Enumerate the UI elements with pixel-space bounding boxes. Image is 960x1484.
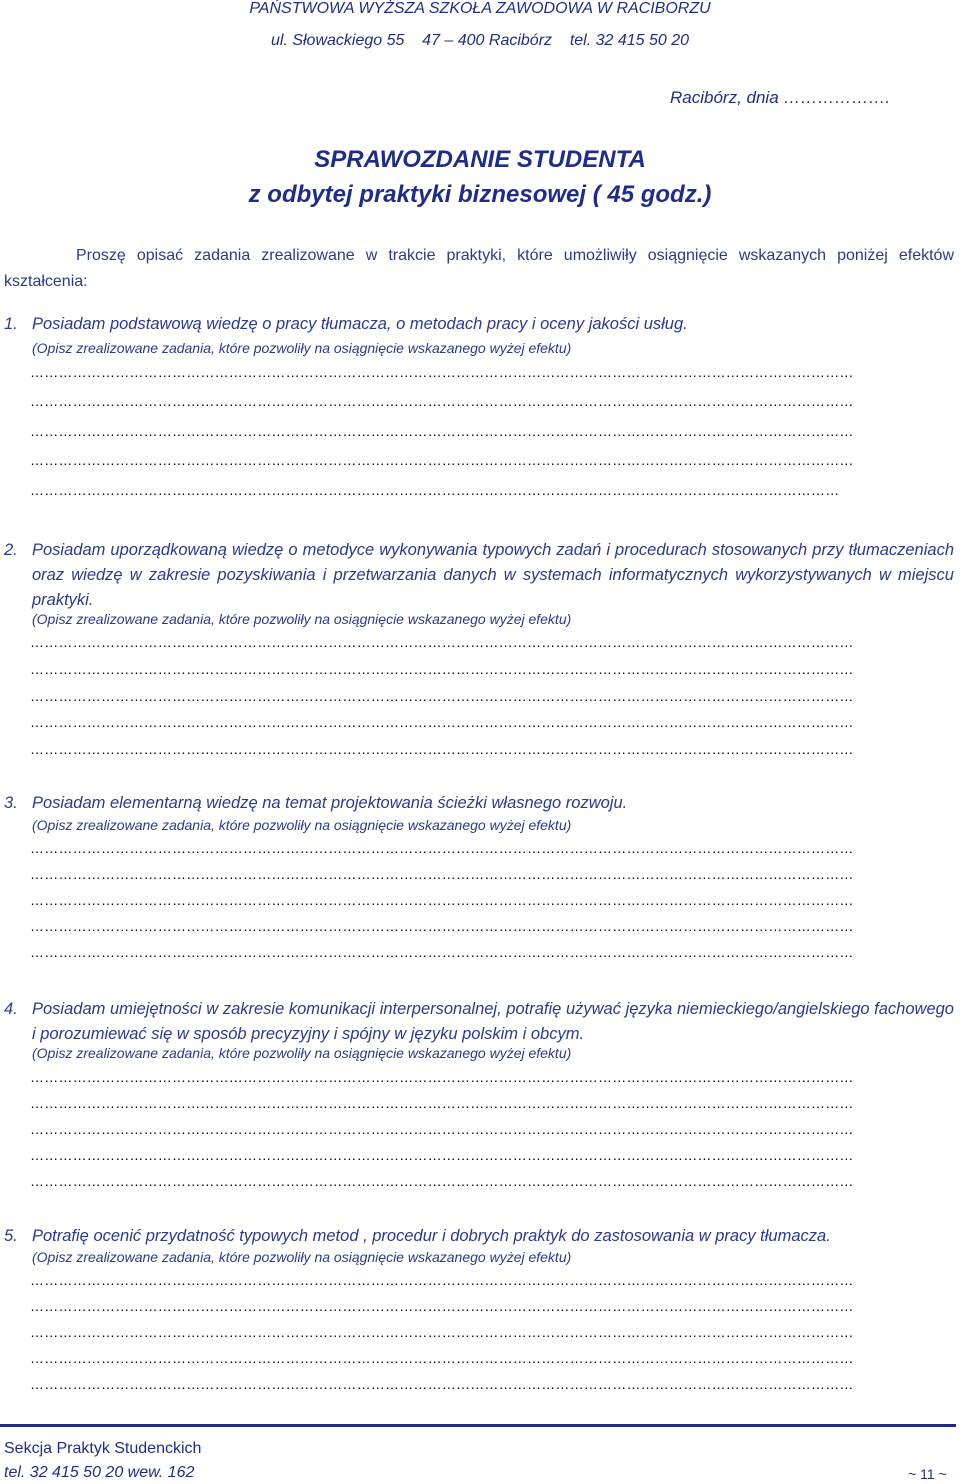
learning-outcome-5 <box>4 1224 954 1249</box>
answer-line[interactable]: ………………………………………………………………………………………………………………………………………………………… <box>30 1173 854 1189</box>
address-phone: tel. 32 415 50 20 <box>569 32 690 49</box>
answer-line[interactable]: ………………………………………………………………………………………………………………………………………………………… <box>30 1147 854 1163</box>
item-number: 2. <box>4 541 18 559</box>
place-date: Racibórz, dnia ………………. <box>670 88 891 107</box>
item-hint: (Opisz zrealizowane zadania, które pozwoliły na osiągnięcie wskazanego wyżej efektu) <box>32 340 572 356</box>
answer-line[interactable]: ………………………………………………………………………………………………………………………………………………………… <box>30 944 854 960</box>
answer-line[interactable]: ………………………………………………………………………………………………………………………………………………………… <box>30 393 854 409</box>
page-number: ~ 11 ~ <box>908 1466 947 1482</box>
school-address <box>0 32 960 50</box>
answer-line[interactable]: ………………………………………………………………………………………………………………………………………………………… <box>30 1095 854 1111</box>
answer-line[interactable]: ……………………………………………………………………………………………………………………………………………………… <box>30 482 840 498</box>
answer-line[interactable]: ………………………………………………………………………………………………………………………………………………………… <box>30 1069 854 1085</box>
answer-line[interactable]: ………………………………………………………………………………………………………………………………………………………… <box>30 1376 854 1392</box>
item-text: Posiadam podstawową wiedzę o pracy tłumacza, o metodach pracy i oceny jakości usług. <box>32 315 688 333</box>
item-text: Posiadam umiejętności w zakresie komunikacji interpersonalnej, potrafię używać języka niemieckiego/angielskiego fachowego i porozumiewać się w sposób precyzyjny i spójny w języku polskim i obcym. <box>32 1000 954 1043</box>
answer-line[interactable]: ………………………………………………………………………………………………………………………………………………………… <box>30 866 854 882</box>
answer-line[interactable]: ………………………………………………………………………………………………………………………………………………………… <box>30 423 854 439</box>
answer-line[interactable]: ………………………………………………………………………………………………………………………………………………………… <box>30 918 854 934</box>
item-number: 4. <box>4 1000 18 1018</box>
item-number: 5. <box>4 1227 18 1245</box>
item-hint: (Opisz zrealizowane zadania, które pozwoliły na osiągnięcie wskazanego wyżej efektu) <box>32 1045 572 1061</box>
school-name: PAŃSTWOWA WYŻSZA SZKOŁA ZAWODOWA W RACIBORZU <box>249 0 711 17</box>
address-city: 47 – 400 Racibórz <box>422 32 553 49</box>
answer-line[interactable]: ………………………………………………………………………………………………………………………………………………………… <box>30 1298 854 1314</box>
learning-outcome-3 <box>4 791 954 816</box>
intro-paragraph: Proszę opisać zadania zrealizowane w trakcie praktyki, które umożliwiły osiągnięcie wskazanych poniżej efektów kształcenia: <box>4 247 954 290</box>
answer-line[interactable]: ………………………………………………………………………………………………………………………………………………………… <box>30 741 854 757</box>
answer-line[interactable]: ………………………………………………………………………………………………………………………………………………………… <box>30 1121 854 1137</box>
answer-line[interactable]: ………………………………………………………………………………………………………………………………………………………… <box>30 364 854 380</box>
answer-line[interactable]: ………………………………………………………………………………………………………………………………………………………… <box>30 452 854 468</box>
item-text: Posiadam elementarną wiedzę na temat projektowania ścieżki własnego rozwoju. <box>32 794 628 812</box>
answer-line[interactable]: ………………………………………………………………………………………………………………………………………………………… <box>30 688 854 704</box>
answer-line[interactable]: ………………………………………………………………………………………………………………………………………………………… <box>30 1272 854 1288</box>
item-hint: (Opisz zrealizowane zadania, które pozwoliły na osiągnięcie wskazanego wyżej efektu) <box>32 611 572 627</box>
learning-outcome-1 <box>4 312 954 337</box>
item-text: Potrafię ocenić przydatność typowych metod , procedur i dobrych praktyk do zastosowania w pracy tłumacza. <box>32 1227 831 1245</box>
document-title: SPRAWOZDANIE STUDENTA <box>314 146 646 173</box>
answer-line[interactable]: ………………………………………………………………………………………………………………………………………………………… <box>30 634 854 650</box>
footer-section: Sekcja Praktyk Studenckich <box>4 1440 202 1457</box>
answer-line[interactable]: ………………………………………………………………………………………………………………………………………………………… <box>30 714 854 730</box>
item-hint: (Opisz zrealizowane zadania, które pozwoliły na osiągnięcie wskazanego wyżej efektu) <box>32 817 572 833</box>
item-text: Posiadam uporządkowaną wiedzę o metodyce wykonywania typowych zadań i procedurach stosowanych przy tłumaczeniach oraz wiedzę w zakresie pozyskiwania i przetwarzania danych w systemach informatycznych wykorzystywanych w miejscu praktyki. <box>32 541 954 609</box>
item-hint: (Opisz zrealizowane zadania, które pozwoliły na osiągnięcie wskazanego wyżej efektu) <box>32 1249 572 1265</box>
learning-outcome-4 <box>4 997 954 1047</box>
answer-line[interactable]: ………………………………………………………………………………………………………………………………………………………… <box>30 892 854 908</box>
address-street: ul. Słowackiego 55 <box>270 32 405 49</box>
item-number: 3. <box>4 794 18 812</box>
learning-outcome-2 <box>4 538 954 613</box>
document-subtitle: z odbytej praktyki biznesowej ( 45 godz.) <box>248 181 712 208</box>
answer-line[interactable]: ………………………………………………………………………………………………………………………………………………………… <box>30 661 854 677</box>
item-number: 1. <box>4 315 18 333</box>
footer-phone: tel. 32 415 50 20 wew. 162 <box>4 1464 195 1481</box>
answer-line[interactable]: ………………………………………………………………………………………………………………………………………………………… <box>30 840 854 856</box>
footer-divider <box>0 1424 956 1427</box>
answer-line[interactable]: ………………………………………………………………………………………………………………………………………………………… <box>30 1324 854 1340</box>
answer-line[interactable]: ………………………………………………………………………………………………………………………………………………………… <box>30 1350 854 1366</box>
